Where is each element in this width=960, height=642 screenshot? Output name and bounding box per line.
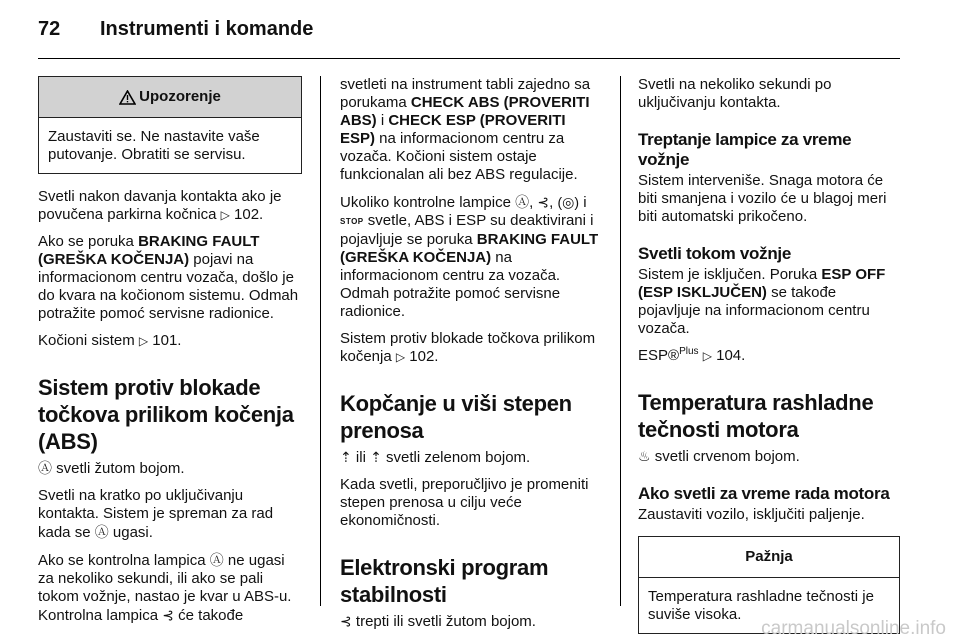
subheading-illuminated: Svetli tokom vožnje [638, 244, 792, 263]
esp-lamp-icon: ⊰ [340, 613, 352, 629]
upshift-icon: ⇡ [340, 449, 352, 465]
column-2 [340, 76, 604, 640]
message-text: CHECK ESP (PROVERITI ESP) [340, 112, 566, 147]
reference-arrow-icon: ▷ [395, 350, 406, 364]
text: , [549, 194, 558, 211]
page-title: Instrumenti i komande [100, 18, 314, 40]
message-text: BRAKING FAULT (GREŠKA KOČENJA) [38, 233, 260, 268]
text: Svetli na kratko po uključivanju kontakta. Sistem je spreman za rad kada se [38, 487, 274, 541]
column-divider-1 [320, 76, 321, 606]
text: Sistem je isključen. Poruka [638, 266, 822, 283]
section-heading-coolant: Temperatura rashladne tečnosti motora [638, 390, 874, 442]
paragraph [340, 448, 604, 467]
text: ne ugasi za nekoliko sekundi, ili ako se pali tokom vožnje, nastao je kvar u ABS-u. Kontrolna lampica [38, 552, 292, 624]
esp-lamp-icon: ⊰ [162, 607, 174, 623]
abs-lamp-icon: Ⓐ [38, 460, 52, 476]
notice-text: Temperatura rashladne tečnosti je suviše visoka. [648, 588, 874, 623]
abs-lamp-icon: Ⓐ [94, 524, 109, 540]
paragraph [638, 266, 900, 338]
paragraph: Kada svetli, preporučljivo je promeniti stepen prenosa u cilju veće ekonomičnosti. [340, 476, 589, 529]
upshift-icon: ⇡ [370, 449, 382, 465]
paragraph [38, 459, 302, 478]
paragraph [340, 612, 604, 631]
paragraph: Sistem interveniše. Snaga motora će biti smanjena i vozilo će u blagoj meri biti automatski prikočeno. [638, 172, 887, 225]
reference-arrow-icon: ▷ [702, 349, 712, 363]
paragraph [38, 551, 302, 625]
text: svetli crvenom bojom. [650, 448, 800, 465]
abs-lamp-icon: Ⓐ [515, 194, 530, 210]
warning-triangle-icon [119, 90, 136, 105]
warning-text: Zaustaviti se. Ne nastavite vaše putovanje. Obratiti se servisu. [48, 128, 260, 163]
paragraph [340, 193, 604, 321]
abs-lamp-icon: Ⓐ [209, 552, 224, 568]
paragraph [340, 330, 604, 366]
text: svetle, ABS i ESP su deaktivirani i pojavljuje se poruka [340, 212, 594, 248]
subheading-engine-running: Ako svetli za vreme rada motora [638, 484, 890, 503]
text: Ako se kontrolna lampica [38, 552, 210, 569]
message-text: ESP OFF (ESP ISKLJUČEN) [638, 266, 886, 301]
text: ESP® [638, 347, 680, 364]
text: ugasi. [108, 524, 153, 541]
stop-lamp-icon: STOP [340, 217, 364, 226]
paragraph [38, 188, 302, 224]
text: se takođe pojavljuje na informacionom centru vozača. [638, 284, 870, 337]
text: na informacionom centru za vozača. Kočioni sistem ostaje funkcionalan ali bez ABS regulacije. [340, 130, 578, 183]
page-reference: 102. [234, 206, 264, 223]
paragraph: Zaustaviti vozilo, isključiti paljenje. [638, 506, 865, 523]
subheading-flashing: Treptanje lampice za vreme vožnje [638, 130, 852, 169]
paragraph [38, 332, 302, 350]
text: Ukoliko kontrolne lampice [340, 194, 516, 211]
paragraph [38, 487, 302, 542]
text: , [529, 194, 538, 211]
text: svetli zelenom bojom. [381, 449, 531, 466]
text: Sistem protiv blokade točkova prilikom kočenja [340, 330, 596, 365]
text: svetleti na instrument tabli zajedno sa porukama [340, 76, 591, 111]
column-3 [638, 76, 900, 634]
column-divider-2 [620, 76, 621, 606]
reference-arrow-icon: ▷ [138, 334, 149, 348]
header-rule [38, 58, 900, 59]
text: svetli žutom bojom. [52, 460, 185, 477]
page-header [38, 18, 313, 48]
text: i [376, 112, 389, 129]
text: Svetli nakon davanja kontakta ako je povučena parkirna kočnica [38, 188, 282, 223]
paragraph: Svetli na nekoliko sekundi po uključivanju kontakta. [638, 76, 832, 111]
brake-lamp-icon: (◎) [557, 194, 580, 210]
section-heading-esp: Elektronski program stabilnosti [340, 555, 549, 607]
reference-arrow-icon: ▷ [220, 208, 230, 222]
text: i [579, 194, 587, 211]
notice-title: Pažnja [639, 537, 899, 578]
message-text: CHECK ABS (PROVERITI ABS) [340, 94, 590, 129]
text: na informacionom centru za vozača. Odmah potražite pomoć servisne radionice. [340, 249, 561, 320]
superscript: Plus [679, 346, 699, 357]
column-1 [38, 76, 302, 634]
page-reference: 102. [409, 348, 439, 365]
warning-box [38, 76, 302, 174]
text: trepti ili svetli žutom bojom. [351, 613, 536, 630]
page-reference: 101. [152, 332, 182, 349]
text: Ako se poruka [38, 233, 139, 250]
page-number: 72 [38, 18, 61, 40]
text: ili [351, 449, 371, 466]
paragraph [638, 447, 900, 466]
section-heading-upshift: Kopčanje u viši stepen prenosa [340, 391, 572, 443]
paragraph [340, 76, 604, 184]
watermark: carmanualsonline.info [761, 618, 946, 639]
warning-box-header [39, 77, 301, 118]
page-reference: 104. [716, 347, 746, 364]
warning-title: Upozorenje [139, 88, 221, 105]
esp-lamp-icon: ⊰ [537, 194, 550, 210]
message-text: BRAKING FAULT (GREŠKA KOČENJA) [340, 231, 599, 266]
section-heading-abs: Sistem protiv blokade točkova prilikom kočenja (ABS) [38, 375, 294, 454]
text: Kočioni sistem [38, 332, 135, 349]
paragraph [638, 347, 900, 365]
paragraph [38, 233, 302, 323]
text: će takođe [173, 607, 244, 624]
coolant-temperature-icon: ♨ [638, 448, 651, 464]
text: pojavi na informacionom centru vozača, došlo je do kvara na kočionom sistemu. Odmah potražite pomoć servisne radionice. [38, 251, 299, 322]
